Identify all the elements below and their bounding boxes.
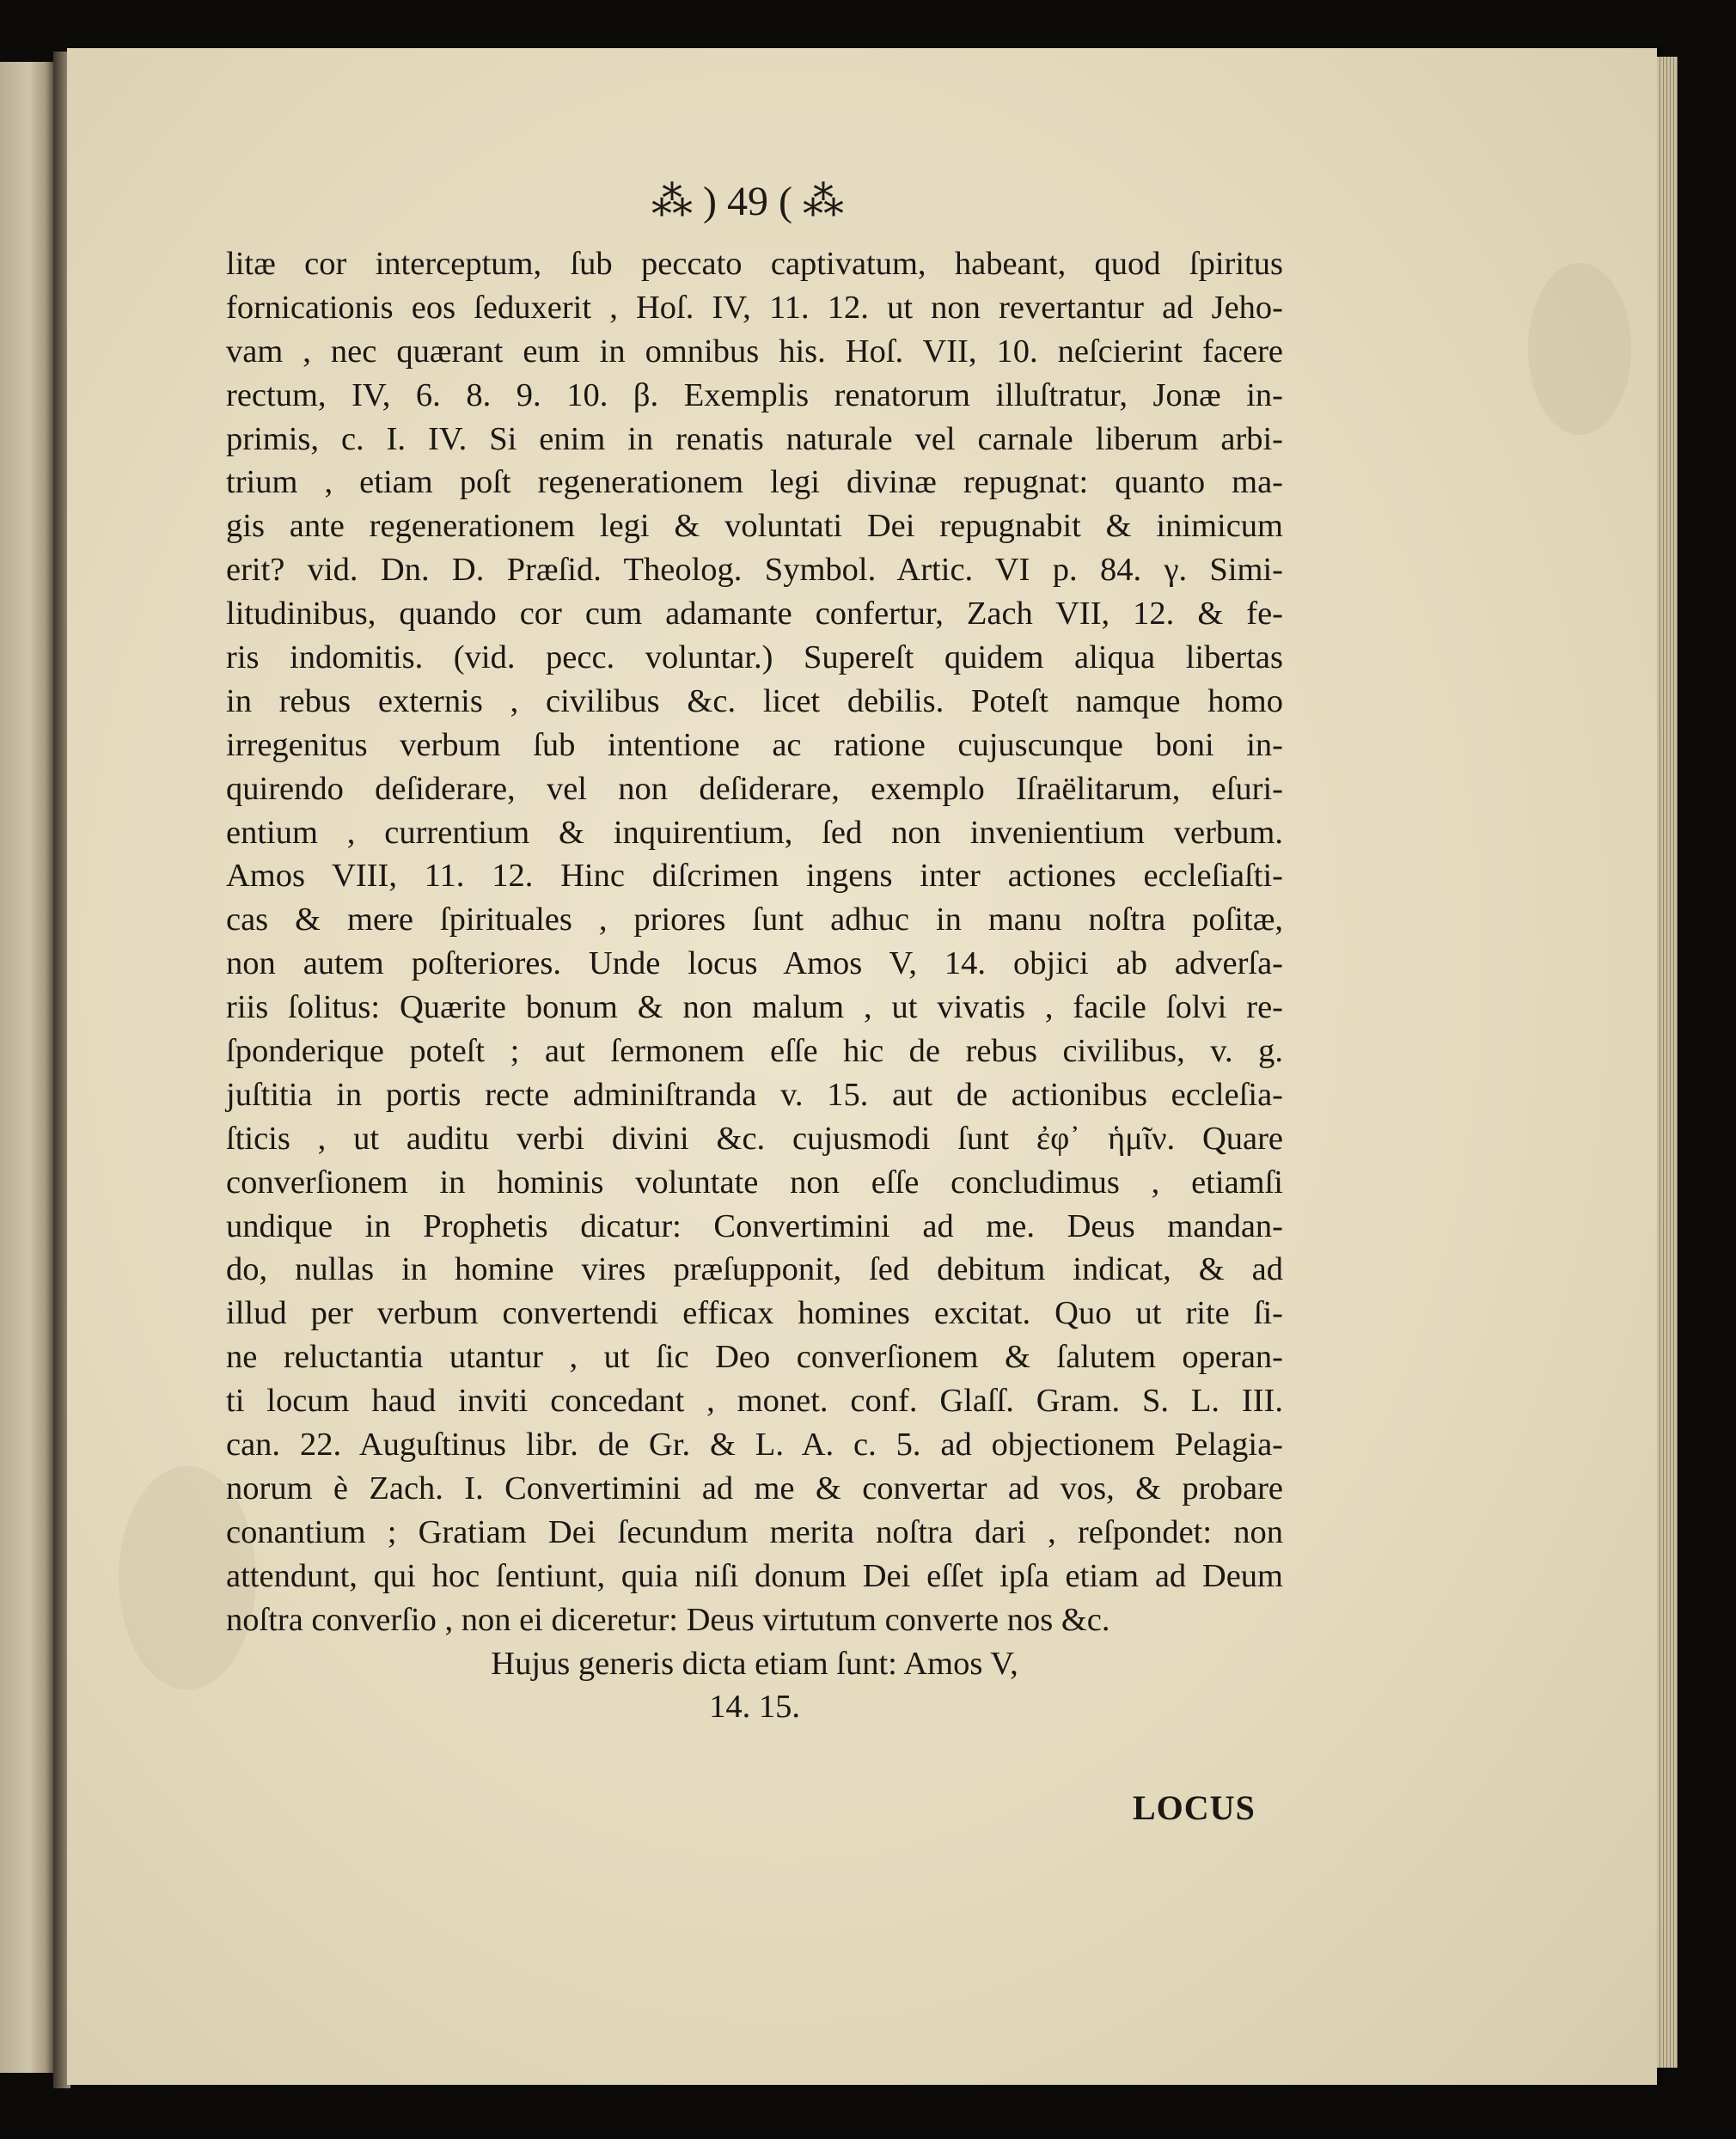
text-line: riis ſolitus: Quærite bonum & non malum , ut vivatis , facile ſolvi re-	[226, 989, 1283, 1026]
text-line: can. 22. Auguſtinus libr. de Gr. & L. A. c. 5. ad objectionem Pelagia-	[226, 1427, 1283, 1464]
text-line: ris indomitis. (vid. pecc. voluntar.) Supereſt quidem aliqua libertas	[226, 639, 1283, 676]
text-line: fornicationis eos ſeduxerit , Hoſ. IV, 11. 12. ut non revertantur ad Jeho-	[226, 289, 1283, 326]
text-line: erit? vid. Dn. D. Præſid. Theolog. Symbol. Artic. VI p. 84. γ. Simi-	[226, 552, 1283, 589]
text-line: do, nullas in homine vires præſupponit, ſed debitum indicat, & ad	[226, 1251, 1283, 1288]
text-line: illud per verbum convertendi efficax homines excitat. Quo ut rite ſi-	[226, 1295, 1283, 1332]
text-line: norum è Zach. I. Convertimini ad me & convertar ad vos, & probare	[226, 1470, 1283, 1506]
text-line: vam , nec quærant eum in omnibus his. Hoſ. VII, 10. neſcierint facere	[226, 333, 1283, 370]
text-line: rectum, IV, 6. 8. 9. 10. β. Exemplis renatorum illuſtratur, Jonæ in-	[226, 376, 1283, 413]
text-line: primis, c. I. IV. Si enim in renatis naturale vel carnale liberum arbi-	[226, 420, 1283, 457]
text-line: entium , currentium & inquirentium, ſed non invenientium verbum.	[226, 814, 1283, 851]
text-line: Hujus generis dicta etiam ſunt: Amos V,	[491, 1645, 1018, 1682]
text-line: ti locum haud inviti concedant , monet. conf. Glaſſ. Gram. S. L. III.	[226, 1383, 1283, 1420]
text-line: non autem poſteriores. Unde locus Amos V, 14. objici ab adverſa-	[226, 945, 1283, 982]
text-line: gis ante regenerationem legi & voluntati Dei repugnabit & inimicum	[226, 508, 1283, 545]
text-line: converſionem in hominis voluntate non eſſe concludimus , etiamſi	[226, 1164, 1283, 1201]
text-line: undique in Prophetis dicatur: Convertimini ad me. Deus mandan-	[226, 1207, 1283, 1244]
text-line: in rebus externis , civilibus &c. licet debilis. Poteſt namque homo	[226, 682, 1283, 719]
text-line: cas & mere ſpirituales , priores ſunt adhuc in manu noſtra poſitæ,	[226, 901, 1283, 938]
text-line: 14. 15.	[709, 1689, 800, 1726]
text-line: Amos VIII, 11. 12. Hinc diſcrimen ingens inter actiones eccleſiaſti-	[226, 858, 1283, 895]
text-line: conantium ; Gratiam Dei ſecundum merita noſtra dari , reſpondet: non	[226, 1513, 1283, 1550]
text-line: litudinibus, quando cor cum adamante confertur, Zach VII, 12. & fe-	[226, 596, 1283, 633]
text-line: irregenitus verbum ſub intentione ac ratione cujuscunque boni in-	[226, 726, 1283, 763]
page-edges	[1657, 57, 1678, 2068]
text-line: ſticis , ut auditu verbi divini &c. cujusmodi ſunt ἐφ᾽ ἡμῖν. Quare	[226, 1120, 1283, 1157]
text-line: trium , etiam poſt regenerationem legi divinæ repugnat: quanto ma-	[226, 464, 1283, 501]
paper-stain	[1528, 263, 1631, 435]
text-line: attendunt, qui hoc ſentiunt, quia niſi donum Dei eſſet ipſa etiam ad Deum	[226, 1557, 1283, 1594]
page-header: ⁂ ) 49 ( ⁂	[651, 179, 844, 224]
previous-page-edge	[0, 62, 53, 2073]
text-line: litæ cor interceptum, ſub peccato captivatum, habeant, quod ſpiritus	[226, 246, 1283, 282]
body-text	[226, 242, 1283, 1729]
text-line: noſtra converſio , non ei diceretur: Deus virtutum converte nos &c.	[226, 1601, 1110, 1638]
text-line: ne reluctantia utantur , ut ſic Deo converſionem & ſalutem operan-	[226, 1339, 1283, 1376]
text-line: ſponderique poteſt ; aut ſermonem eſſe hic de rebus civilibus, v. g.	[226, 1033, 1283, 1070]
text-line: juſtitia in portis recte adminiſtranda v. 15. aut de actionibus eccleſia-	[226, 1076, 1283, 1113]
text-line: quirendo deſiderare, vel non deſiderare, exemplo Iſraëlitarum, eſuri-	[226, 770, 1283, 807]
catchword: LOCUS	[1133, 1788, 1256, 1827]
